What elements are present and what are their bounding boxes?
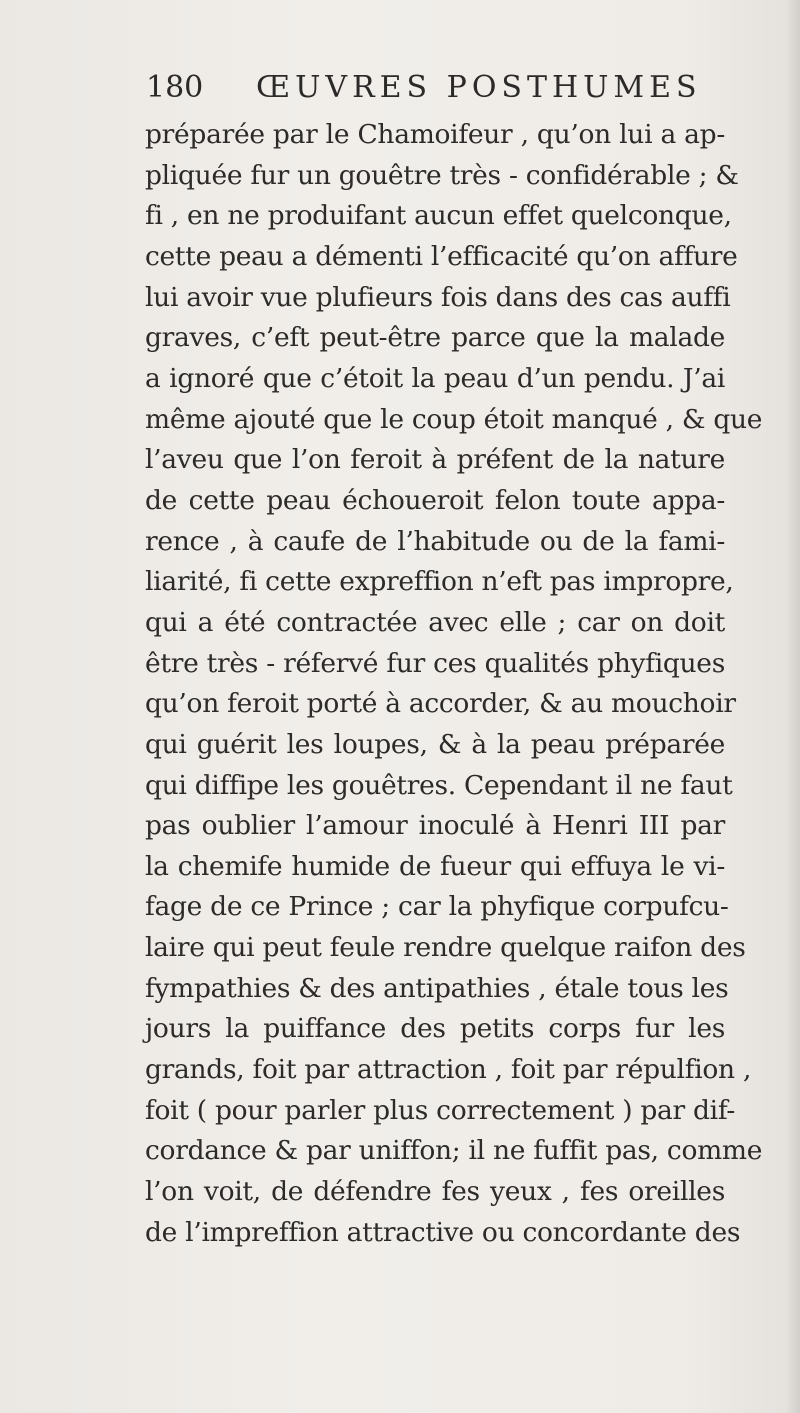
text-line: cette peau a démenti l’efficacité qu’on affure <box>145 240 738 272</box>
page-edge-shadow <box>786 0 800 1413</box>
text-line: cordance & par uniffon; il ne fuffit pas, comme <box>145 1135 763 1167</box>
text-line: préparée par le Chamoifeur , qu’on lui a ap- <box>145 119 725 150</box>
page-number: 180 <box>146 70 204 105</box>
text-line: fage de ce Prince ; car la phyfique corpufcu- <box>145 891 729 923</box>
text-line: même ajouté que le coup étoit manqué , & que <box>145 403 763 435</box>
running-title: ŒUVRES POSTHUMES <box>256 70 702 105</box>
text-line: de cette peau échoueroit felon toute appa- <box>145 484 725 516</box>
running-head <box>146 70 706 110</box>
text-line: liarité, fi cette expreffion n’eft pas impropre, <box>145 566 734 598</box>
text-line: foit ( pour parler plus correctement ) par dif- <box>145 1094 736 1126</box>
text-line: fympathies & des antipathies , étale tous les <box>145 972 729 1004</box>
text-line: graves, c’eft peut-être parce que la malade <box>145 322 725 354</box>
text-line: qui guérit les loupes, & à la peau préparée <box>145 728 725 760</box>
text-line: pas oublier l’amour inoculé à Henri III par <box>145 810 725 842</box>
text-line: pliquée fur un gouêtre très - confidérable ; & <box>145 159 739 191</box>
text-line: grands, foit par attraction , foit par répulfion , <box>145 1054 752 1086</box>
text-line: qui diffipe les gouêtres. Cependant il ne faut <box>145 769 733 801</box>
text-line: fi , en ne produifant aucun effet quelconque, <box>145 200 732 232</box>
text-line: laire qui peut feule rendre quelque raifon des <box>145 932 746 964</box>
text-line: être très - réfervé fur ces qualités phyfiques <box>145 647 725 679</box>
text-line: rence , à caufe de l’habitude ou de la fami- <box>145 525 725 557</box>
text-line: l’aveu que l’on feroit à préfent de la nature <box>145 444 725 476</box>
text-line: la chemife humide de fueur qui effuya le vi- <box>145 850 725 882</box>
text-line: de l’impreffion attractive ou concordante des <box>145 1216 741 1248</box>
text-line: lui avoir vue plufieurs fois dans des cas auffi <box>145 281 731 313</box>
text-line: l’on voit, de défendre fes yeux , fes oreilles <box>145 1176 725 1208</box>
body-text <box>145 115 763 1253</box>
text-line: qu’on feroit porté à accorder, & au mouchoir <box>145 688 736 720</box>
text-line: jours la puiffance des petits corps fur les <box>145 1013 725 1045</box>
text-line: qui a été contractée avec elle ; car on doit <box>145 606 725 638</box>
text-line: a ignoré que c’étoit la peau d’un pendu. J’ai <box>145 362 725 394</box>
